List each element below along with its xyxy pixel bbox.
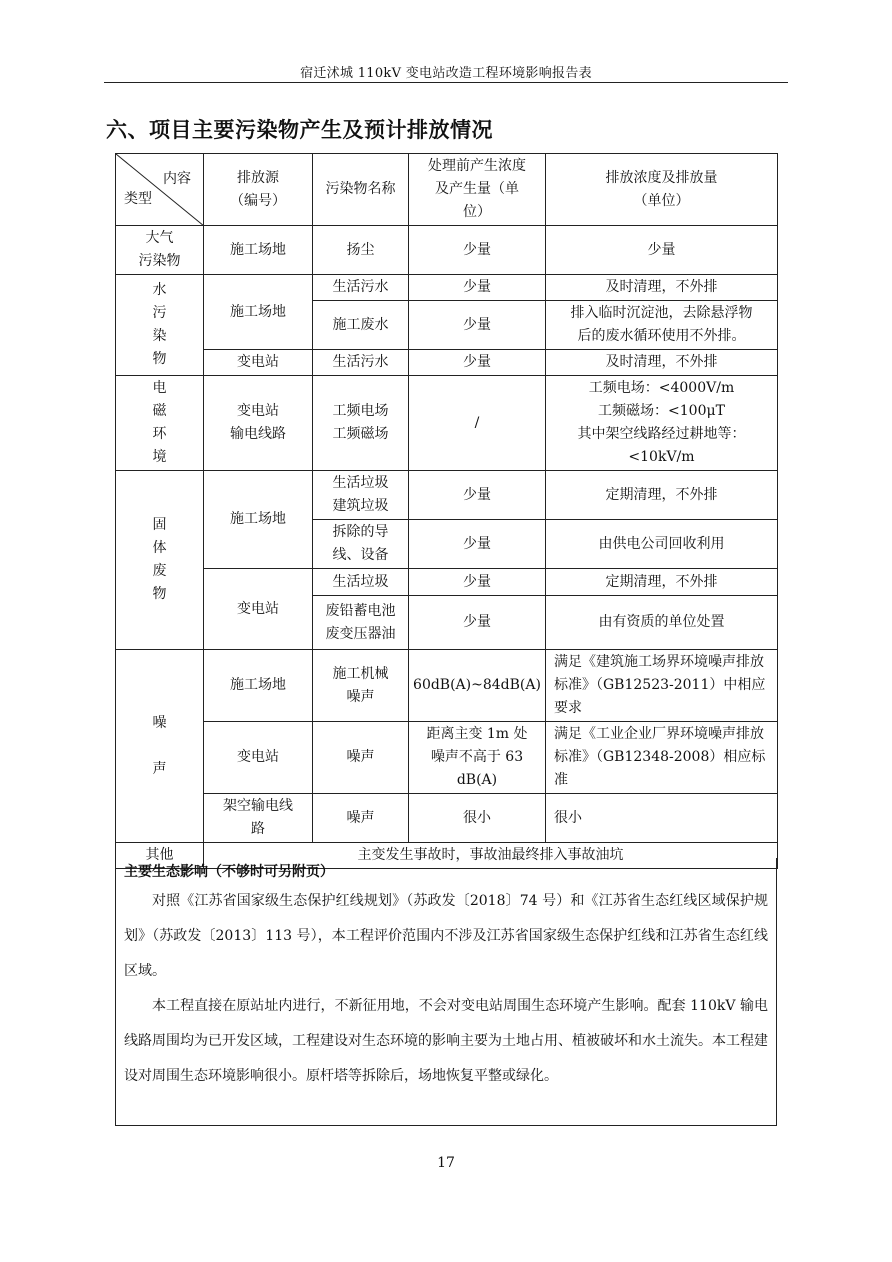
cell-source: 施工场地: [204, 471, 313, 569]
cell-source: 施工场地: [204, 275, 313, 350]
cell-before: 少量: [409, 226, 546, 275]
cell-after: 很小: [546, 794, 778, 843]
header-rule: [104, 82, 788, 83]
cell-after: 满足《工业企业厂界环境噪声排放标准》（GB12348-2008）相应标准: [546, 722, 778, 794]
cell-before: 很小: [409, 794, 546, 843]
cell-pollutant: 施工机械 噪声: [313, 650, 409, 722]
type-em: 电磁环境: [116, 376, 204, 471]
cell-after: 排入临时沉淀池，去除悬浮物 后的废水循环使用不外排。: [546, 301, 778, 350]
cell-before: /: [409, 376, 546, 471]
table-row: [116, 722, 778, 794]
type-other: 其他: [116, 843, 204, 869]
cell-pollutant: 扬尘: [313, 226, 409, 275]
cell-after: 满足《建筑施工场界环境噪声排放标准》（GB12523-2011）中相应要求: [546, 650, 778, 722]
cell-before: 少量: [409, 520, 546, 569]
cell-source: 架空输电线 路: [204, 794, 313, 843]
report-header: 宿迁沭城 110kV 变电站改造工程环境影响报告表: [300, 66, 592, 81]
cell-pollutant: 噪声: [313, 794, 409, 843]
cell-pollutant: 生活垃圾 建筑垃圾: [313, 471, 409, 520]
cell-other-content: 主变发生事故时，事故油最终排入事故油坑: [204, 843, 778, 869]
table-row: [116, 376, 778, 471]
table-header-row: [116, 154, 778, 226]
cell-before: 60dB(A)~84dB(A): [409, 650, 546, 722]
table-row: [116, 569, 778, 596]
cell-pollutant: 噪声: [313, 722, 409, 794]
header-source: 排放源 （编号）: [204, 154, 313, 226]
section-title: 六、项目主要污染物产生及预计排放情况: [106, 118, 493, 142]
cell-before: 少量: [409, 350, 546, 376]
cell-after: 定期清理，不外排: [546, 569, 778, 596]
cell-before: 距离主变 1m 处 噪声不高于 63 dB(A): [409, 722, 546, 794]
table-row: [116, 650, 778, 722]
cell-after: 由供电公司回收利用: [546, 520, 778, 569]
cell-pollutant: 施工废水: [313, 301, 409, 350]
table-row: [116, 226, 778, 275]
table-row: [116, 794, 778, 843]
table-row: [116, 350, 778, 376]
ecological-impact-section: [115, 858, 777, 1126]
table-row: [116, 275, 778, 301]
type-water: 水污染物: [116, 275, 204, 376]
cell-source: 变电站: [204, 722, 313, 794]
cell-source: 施工场地: [204, 650, 313, 722]
header-type-label: 类型: [124, 191, 152, 207]
cell-before: 少量: [409, 471, 546, 520]
cell-pollutant: 生活污水: [313, 275, 409, 301]
ecological-impact-body: [124, 884, 768, 1094]
eco-paragraph-1: 对照《江苏省国家级生态保护红线规划》（苏政发〔2018〕74 号）和《江苏省生态红线区域保护规划》（苏政发〔2013〕113 号），本工程评价范围内不涉及江苏省国家级生态保护红线和江苏省生态红线区域。: [124, 893, 768, 979]
type-air: 大气 污染物: [116, 226, 204, 275]
cell-source: 变电站: [204, 569, 313, 650]
header-after: 排放浓度及排放量 （单位）: [546, 154, 778, 226]
cell-pollutant: 工频电场 工频磁场: [313, 376, 409, 471]
cell-after: 及时清理，不外排: [546, 275, 778, 301]
cell-after: 及时清理，不外排: [546, 350, 778, 376]
cell-pollutant: 拆除的导 线、设备: [313, 520, 409, 569]
cell-before: 少量: [409, 569, 546, 596]
cell-before: 少量: [409, 596, 546, 650]
pollution-table: [115, 153, 778, 869]
header-before: 处理前产生浓度 及产生量（单 位）: [409, 154, 546, 226]
page-number: 17: [437, 1155, 455, 1171]
cell-after: 少量: [546, 226, 778, 275]
type-noise: 噪声: [116, 650, 204, 843]
cell-source: 变电站 输电线路: [204, 376, 313, 471]
cell-pollutant: 生活污水: [313, 350, 409, 376]
cell-pollutant: 废铅蓄电池 废变压器油: [313, 596, 409, 650]
cell-pollutant: 生活垃圾: [313, 569, 409, 596]
cell-source: 施工场地: [204, 226, 313, 275]
eco-paragraph-2: 本工程直接在原站址内进行，不新征用地，不会对变电站周围生态环境产生影响。配套 110kV 输电线路周围均为已开发区域，工程建设对生态环境的影响主要为土地占用、植被破坏和水土流失。本工程建设对周围生态环境影响很小。原杆塔等拆除后，场地恢复平整或绿化。: [124, 998, 768, 1084]
cell-after: 工频电场：<4000V/m 工频磁场：<100μT 其中架空线路经过耕地等： <10kV/m: [546, 376, 778, 471]
ecological-impact-heading: 主要生态影响（不够时可另附页）: [124, 864, 334, 880]
diagonal-header-cell: [116, 154, 204, 226]
header-pollutant: 污染物名称: [313, 154, 409, 226]
cell-source: 变电站: [204, 350, 313, 376]
cell-after: 定期清理，不外排: [546, 471, 778, 520]
type-solid: 固体废物: [116, 471, 204, 650]
cell-before: 少量: [409, 275, 546, 301]
table-row: [116, 471, 778, 520]
header-content-label: 内容: [163, 171, 191, 187]
cell-before: 少量: [409, 301, 546, 350]
cell-after: 由有资质的单位处置: [546, 596, 778, 650]
